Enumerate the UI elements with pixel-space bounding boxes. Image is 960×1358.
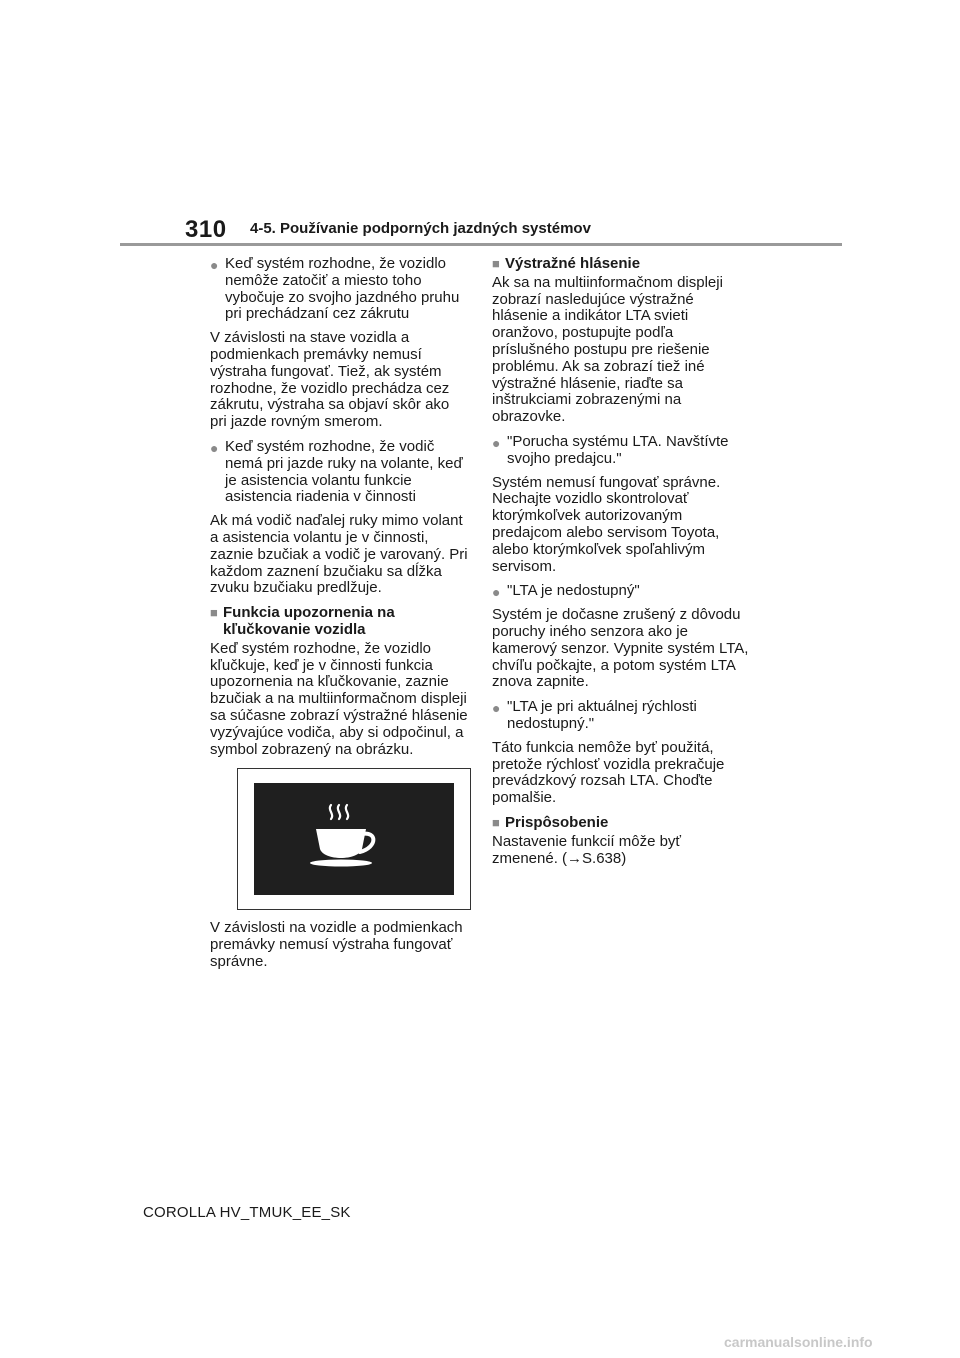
paragraph: Nastavenie funkcií môže byť zmenené. (→S.638) [492,832,682,867]
coffee-cup-figure [237,768,471,910]
bullet-item [210,256,468,323]
paragraph: Keď systém rozhodne, že vozidlo kľučkuje, keď je v činnosti funkcia upozornenia na kľučkovanie, zaznie bzučiak a na multiinformačnom displeji sa súčasne zobrazí výstražné hlásenie vyzývajúce vodiča, aby si odpočinul, a symbol zobrazený na obrázku. [210,639,468,758]
left-column [210,256,468,979]
section-heading [210,605,468,639]
circle-bullet-icon: ● [492,434,501,451]
circle-bullet-icon: ● [492,584,501,601]
watermark: carmanualsonline.info [724,1334,873,1350]
bullet-text: "Porucha systému LTA. Navštívte svojho predajcu." [507,432,729,467]
bullet-item [492,583,750,600]
page-number: 310 [185,216,227,243]
section-heading [492,815,750,832]
section-heading [492,256,750,273]
square-heading-icon: ■ [492,256,500,271]
paragraph: V závislosti na stave vozidla a podmienkach premávky nemusí výstraha fungovať. Tiež, ak systém rozhodne, že vozidlo prechádza cez zákrutu, výstraha sa objaví skôr ako pri jazde rovným smerom. [210,329,450,431]
right-column [492,256,750,875]
footer-model-code: COROLLA HV_TMUK_EE_SK [143,1204,351,1221]
paragraph: Ak sa na multiinformačnom displeji zobrazí nasledujúce výstražné hlásenie a indikátor LTA svieti oranžovo, postupujte podľa príslušného postupu pre riešenie problému. Ak sa zobrazí tiež iné výstražné hlásenie, riaďte sa inštrukciami zobrazenými na obrazovke. [492,273,723,426]
square-heading-icon: ■ [492,814,500,830]
circle-bullet-icon: ● [492,700,501,717]
header-rule [120,243,842,246]
heading-text: Funkcia upozornenia na kľučkovanie vozidla [223,604,395,638]
paragraph: Systém je dočasne zrušený z dôvodu poruchy iného senzora ako je kamerový senzor. Vypnite systém LTA, chvíľu počkajte, a potom systém LTA znova zapnite. [492,606,749,691]
circle-bullet-icon: ● [210,439,219,456]
bullet-item [492,434,750,468]
bullet-text: Keď systém rozhodne, že vodič nemá pri jazde ruky na volante, keď je asistencia volantu funkcie asistencia riadenia v činnosti [225,437,463,506]
bullet-text: Keď systém rozhodne, že vozidlo nemôže zatočiť a miesto toho vybočuje zo svojho jazdného pruhu pri prechádzaní cez zákrutu [225,255,460,323]
square-heading-icon: ■ [210,605,218,621]
section-title: 4-5. Používanie podporných jazdných systémov [250,220,591,237]
bullet-text: "LTA je pri aktuálnej rýchlosti nedostupný." [507,698,697,732]
bullet-text: "LTA je nedostupný" [507,582,640,600]
coffee-cup-icon [238,769,470,909]
paragraph: Ak má vodič naďalej ruky mimo volant a asistencia volantu je v činnosti, zaznie bzučiak a vodič je varovaný. Pri každom zaznení bzučiaku sa dĺžka zvuku bzučiaku predlžuje. [210,512,468,597]
heading-text: Výstražné hlásenie [505,255,641,272]
heading-text: Prispôsobenie [505,813,609,831]
bullet-item [492,699,750,733]
bullet-item [210,439,468,506]
paragraph: Táto funkcia nemôže byť použitá, pretože rýchlosť vozidla prekračuje prevádzkový rozsah LTA. Choďte pomalšie. [492,738,725,807]
circle-bullet-icon: ● [210,257,219,273]
paragraph: Systém nemusí fungovať správne. Nechajte vozidlo skontrolovať ktorýmkoľvek autorizovaným predajcom alebo servisom Toyota, alebo ktorýmkoľvek spoľahlivým servisom. [492,473,721,575]
paragraph: V závislosti na vozidle a podmienkach premávky nemusí výstraha fungovať správne. [210,919,463,970]
